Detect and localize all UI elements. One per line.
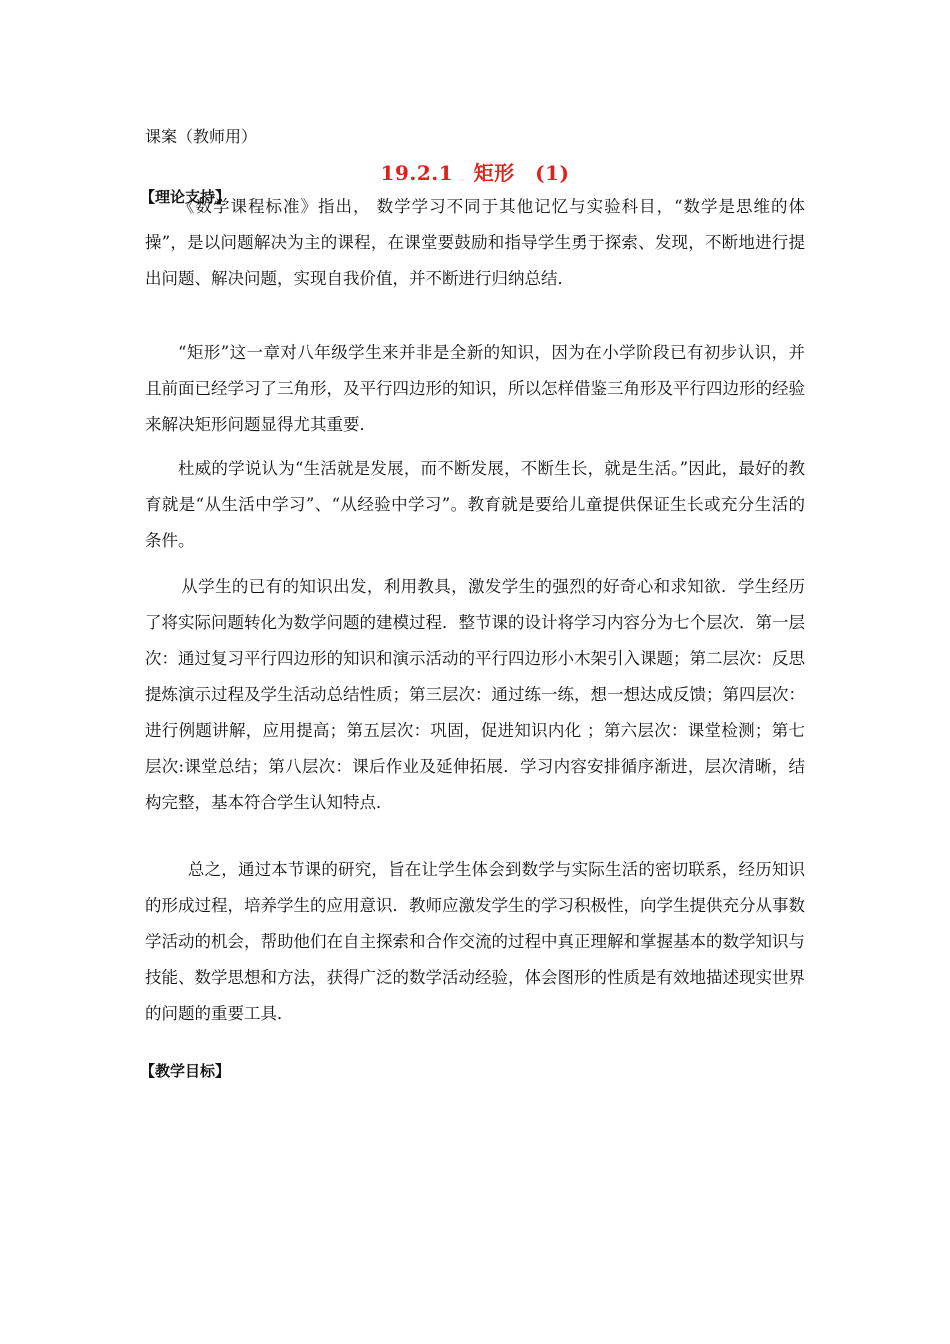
paragraph-curriculum-standard: 《数学课程标准》指出， 数学学习不同于其他记忆与实验科目，“数学是思维的体操”，是以问题解决为主的课程，在课堂要鼓励和指导学生勇于探索、发现，不断地进行提出问题、解决问题，实现自我价值，并不断进行归纳总结． [145, 197, 805, 288]
paragraph-summary: 总之，通过本节课的研究，旨在让学生体会到数学与实际生活的密切联系，经历知识的形成过程，培养学生的应用意识．教师应激发学生的学习积极性，向学生提供充分从事数学活动的机会，帮助他们在自主探索和合作交流的过程中真正理解和掌握基本的数学知识与技能、数学思想和方法，获得广泛的数学活动经验，体会图形的性质是有效地描述现实世界的问题的重要工具． [145, 860, 805, 1023]
paragraph-lesson-levels: 从学生的已有的知识出发，利用教具，激发学生的强烈的好奇心和求知欲．学生经历了将实际问题转化为数学问题的建模过程．整节课的设计将学习内容分为七个层次．第一层次：通过复习平行四边形的知识和演示活动的平行四边形小木架引入课题；第二层次：反思提炼演示过程及学生活动总结性质；第三层次：通过练一练，想一想达成反馈；第四层次：进行例题讲解，应用提高；第五层次：巩固，促进知识内化 ；第六层次：课堂检测；第七层次:课堂总结；第八层次：课后作业及延伸拓展．学习内容安排循序渐进，层次清晰，结构完整，基本符合学生认知特点． [145, 577, 805, 812]
paragraph-rectangle-chapter: “矩形”这一章对八年级学生来并非是全新的知识，因为在小学阶段已有初步认识，并且前面已经学习了三角形，及平行四边形的知识，所以怎样借鉴三角形及平行四边形的经验来解决矩形问题显得尤其重要． [145, 343, 805, 434]
paragraph-dewey: 杜威的学说认为“生活就是发展，而不断发展，不断生长，就是生活。”因此，最好的教育就是“从生活中学习”、“从经验中学习”。教育就是要给儿童提供保证生长或充分生活的条件。 [145, 459, 805, 550]
document-header: 课案（教师用） [145, 127, 258, 146]
section-heading-goals: 【教学目标】 [140, 1062, 231, 1080]
lesson-title: 19.2.1 矩形 (1) [380, 161, 570, 185]
section-heading-theory: 【理论支持】 [140, 188, 231, 206]
